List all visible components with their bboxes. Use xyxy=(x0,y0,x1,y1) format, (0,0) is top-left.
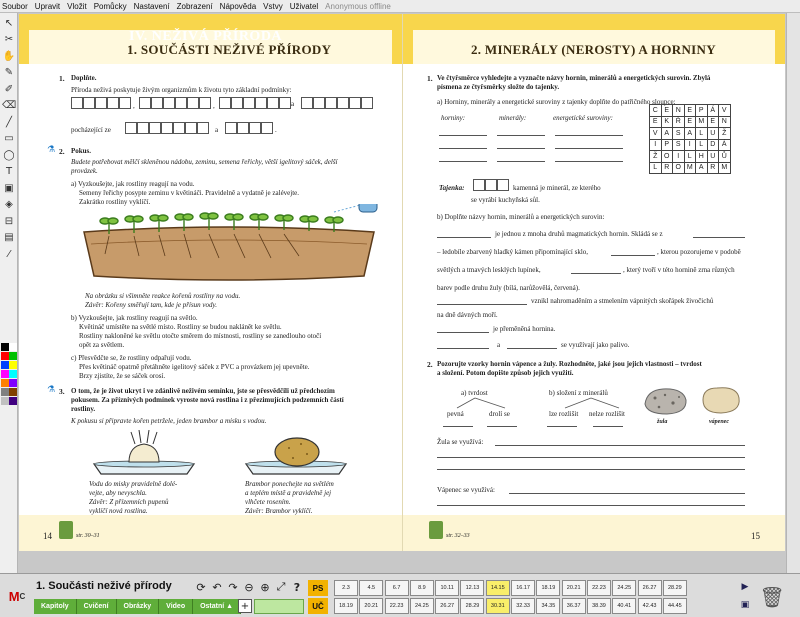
color-swatch[interactable] xyxy=(1,370,9,378)
branch-lines xyxy=(443,397,673,409)
plant-tray-illustration xyxy=(79,204,379,284)
column-horniny: horniny: xyxy=(441,114,466,122)
grid-row xyxy=(650,105,731,117)
eraser-icon[interactable]: ⌫ xyxy=(1,100,17,111)
line-icon[interactable]: ╱ xyxy=(5,116,13,128)
grid-row xyxy=(650,162,731,174)
chapter-name: 1. Součásti neživé přírody xyxy=(36,580,172,592)
uc-page-row xyxy=(334,598,688,614)
task-text: Brzy zjistíte, že se sáček orosí. xyxy=(79,372,166,380)
grid-cell[interactable]: M xyxy=(684,162,696,174)
answer-line[interactable] xyxy=(497,135,545,136)
grid-cell[interactable]: Ů xyxy=(719,151,731,163)
uc-page-button[interactable]: 44.45 xyxy=(663,598,687,614)
task-text: provázek. xyxy=(71,167,98,175)
answer-line[interactable] xyxy=(437,457,745,458)
grid-cell[interactable]: V xyxy=(719,105,731,117)
color-swatch[interactable] xyxy=(1,397,9,405)
task-text: Rostliny nakloněné ke světlu otočte směrem do místnosti, rostliny se zanedlouho otočí xyxy=(79,332,322,340)
task-text: Budete potřebovat mělčí skleněnou nádobu, zeminu, semena řeřichy, větší igelitový sáček, delší xyxy=(71,158,338,166)
task-text: b) Vyzkoušejte, jak rostliny reagují na světlo. xyxy=(71,314,198,322)
help-icon[interactable]: ? xyxy=(293,580,301,594)
usage-label-vapenec: Vápenec se využívá: xyxy=(437,486,495,494)
ps-page-button[interactable]: 26.27 xyxy=(638,580,662,596)
color-swatch[interactable] xyxy=(9,343,17,351)
color-swatch[interactable] xyxy=(1,379,9,387)
property-tvrdost: a) tvrdost xyxy=(461,389,488,397)
grid-cell[interactable]: E xyxy=(684,116,696,128)
text-icon[interactable]: T xyxy=(5,166,13,177)
answer-boxes[interactable] xyxy=(225,122,273,134)
grid-row xyxy=(650,128,731,140)
tajenka-boxes[interactable] xyxy=(473,179,509,191)
task-text: je přeměněná hornina. xyxy=(493,325,556,333)
figure-caption: a teplém místě a pravidelně jej xyxy=(245,489,332,497)
monitor-icon[interactable]: ▣ xyxy=(740,600,750,610)
ps-page-button[interactable]: 28.29 xyxy=(663,580,687,596)
task-text: , který tvoří v této hornině zrna různých xyxy=(623,266,735,274)
answer-line[interactable] xyxy=(443,426,473,427)
grid-cell[interactable]: V xyxy=(650,128,662,140)
task-heading: Pozorujte vzorky hornin vápence a žuly. Rozhodněte, jaké jsou jejich vlastnosti – tvrdost xyxy=(437,360,702,368)
answer-boxes[interactable] xyxy=(71,97,131,109)
page-footer xyxy=(403,515,785,551)
uc-page-button[interactable]: 26.27 xyxy=(435,598,459,614)
task-text: opět za světlem. xyxy=(79,341,125,349)
color-swatch[interactable] xyxy=(1,361,9,369)
ps-page-button[interactable]: 10.11 xyxy=(435,580,459,596)
ps-page-button[interactable]: 16.17 xyxy=(511,580,535,596)
word-search-grid[interactable] xyxy=(649,104,731,174)
granite-sample-image xyxy=(641,386,689,416)
task-heading: a složení. Potom dopište způsob jejich využití. xyxy=(437,369,574,377)
grid-cell[interactable]: Ž xyxy=(719,128,731,140)
option-droli-se[interactable]: drolí se xyxy=(489,410,510,418)
menu-item-soubor[interactable]: Soubor xyxy=(2,1,28,11)
figure-caption: Vodu do misky pravidelně dolé- xyxy=(89,480,178,488)
ellipse-icon[interactable]: ◯ xyxy=(3,149,15,161)
task-text: Přes květináč opatrně přetáhněte igelitový sáček z PVC a provázkem jej upevněte. xyxy=(79,363,310,371)
option-lze-rozlisit[interactable]: lze rozlišit xyxy=(549,410,579,418)
task-text: vznikl nahromaděním a stmelením vápnitých skořápek živočichů xyxy=(531,297,714,305)
grid-cell[interactable]: E xyxy=(707,116,719,128)
grid-cell[interactable]: N xyxy=(719,116,731,128)
grid-cell[interactable]: M xyxy=(719,162,731,174)
grid-cell[interactable]: A xyxy=(696,162,708,174)
answer-line[interactable] xyxy=(437,505,745,506)
tajenka-text: kamenná je minerál, ze kterého xyxy=(513,184,601,192)
grid-cell[interactable]: L xyxy=(696,139,708,151)
task-heading: rostliny. xyxy=(71,405,96,413)
color-swatch[interactable] xyxy=(9,388,17,396)
uc-page-button[interactable]: 18.19 xyxy=(334,598,358,614)
color-swatch[interactable] xyxy=(1,343,9,351)
textbook-link-icon[interactable] xyxy=(59,521,73,539)
fill-icon[interactable]: ◈ xyxy=(5,199,13,210)
tajenka-label: Tajenka: xyxy=(439,184,465,192)
uc-page-button[interactable]: 20.21 xyxy=(359,598,383,614)
uc-page-button[interactable]: 34.35 xyxy=(536,598,560,614)
grid-cell[interactable]: I xyxy=(650,139,662,151)
add-icon[interactable]: + xyxy=(238,599,252,613)
grid-cell[interactable]: P xyxy=(696,105,708,117)
comma: , xyxy=(133,102,135,110)
page-input[interactable] xyxy=(254,599,304,614)
property-slozeni: b) složení z minerálů xyxy=(549,389,608,397)
image-icon[interactable]: ▣ xyxy=(4,182,14,194)
uc-page-button[interactable]: 24.25 xyxy=(410,598,434,614)
grid-row xyxy=(650,116,731,128)
task-text: Květináč umístěte na světlé místo. Rostliny se budou naklánět ke světlu. xyxy=(79,323,282,331)
task-heading: O tom, že je život ukryt i ve zdánlivě neživém semínku, jste se přesvědčili už předchozím xyxy=(71,387,335,395)
answer-line[interactable] xyxy=(693,237,745,238)
grid-cell[interactable]: S xyxy=(673,128,685,140)
answer-line[interactable] xyxy=(487,426,517,427)
grid-cell[interactable]: A xyxy=(661,128,673,140)
grid-cell[interactable]: P xyxy=(661,139,673,151)
ps-page-button[interactable]: 20.21 xyxy=(562,580,586,596)
uc-page-button[interactable]: 42.43 xyxy=(638,598,662,614)
task-text: c) Přesvědčte se, že rostliny odpařují vodu. xyxy=(71,354,192,362)
uc-page-button[interactable]: 38.39 xyxy=(587,598,611,614)
task-heading: Doplňte. xyxy=(71,74,97,82)
task-text: b) Doplňte názvy hornin, minerálů a energetických surovin: xyxy=(437,213,605,221)
answer-boxes[interactable] xyxy=(219,97,291,109)
uc-label: UČ xyxy=(308,598,328,614)
grid-cell[interactable]: Ř xyxy=(673,116,685,128)
task-heading: Ve čtyřsměrce vyhledejte a vyznačte názvy hornin, minerálů a energetických surovin. Zbylá xyxy=(437,74,711,82)
answer-line[interactable] xyxy=(547,426,577,427)
uc-page-button[interactable]: 32.33 xyxy=(511,598,535,614)
task-text: – ledobíle zbarvený hladký kámen připomínající sklo, xyxy=(437,248,589,256)
grid-row xyxy=(650,139,731,151)
chapter-title: IV. NEŽIVÁ PŘÍRODA xyxy=(129,29,283,44)
comma: , xyxy=(213,102,215,110)
grid-cell[interactable]: E xyxy=(661,105,673,117)
grid-cell[interactable]: L xyxy=(650,162,662,174)
answer-boxes[interactable] xyxy=(301,97,373,109)
task-text: Semeny řeřichy posypte zeminu v květináči. Pravidelně a vydatně je zalévejte. xyxy=(79,189,300,197)
answer-line[interactable] xyxy=(571,273,621,274)
uc-page-button[interactable]: 40.41 xyxy=(612,598,636,614)
ps-page-button[interactable]: 4.5 xyxy=(359,580,383,596)
page-reference: str. 32–33 xyxy=(446,533,470,539)
nav-ostatni-label: Ostatní xyxy=(200,603,225,610)
answer-line[interactable] xyxy=(439,161,487,162)
menu-item-vstvy[interactable]: Vstvy xyxy=(263,1,283,11)
task-text: Zakrátko rostliny vyklíčí. xyxy=(79,198,151,206)
word-a: a xyxy=(497,341,501,349)
task-text: a) Vyzkoušejte, jak rostliny reagují na vodu. xyxy=(71,180,195,188)
task-text: , kterou pozorujeme v podobě xyxy=(657,248,741,256)
connection-status: Anonymous offline xyxy=(325,1,391,11)
period: . xyxy=(275,126,277,134)
grid-cell[interactable]: D xyxy=(707,139,719,151)
figure-conclusion: Závěr: Brambor vyklíčí. xyxy=(245,507,313,515)
grid-cell[interactable]: K xyxy=(661,116,673,128)
grid-cell[interactable]: U xyxy=(707,128,719,140)
task-text: a) Horniny, minerály a energetické suroviny z tajenky doplňte do patřičného sloupce: xyxy=(437,98,676,106)
rectangle-icon[interactable]: ▭ xyxy=(4,133,14,144)
zoom-in-icon[interactable]: ⊕ xyxy=(260,580,270,594)
figure-caption: vejte, aby nevyschla. xyxy=(89,489,147,497)
uc-page-button[interactable]: 28.29 xyxy=(460,598,484,614)
eyedropper-icon[interactable]: ⁄ xyxy=(8,248,10,260)
ps-label: PS xyxy=(308,580,328,596)
ps-page-row xyxy=(334,580,688,596)
task-text: na dně dávných moří. xyxy=(437,311,498,319)
app-logo: M C xyxy=(8,588,26,604)
grid-cell[interactable]: U xyxy=(707,151,719,163)
grid-cell[interactable]: C xyxy=(650,105,662,117)
task-text: pocházející ze xyxy=(71,126,111,134)
answer-line[interactable] xyxy=(611,255,655,256)
task-number: 1. xyxy=(427,74,433,83)
ps-page-button[interactable]: 22.23 xyxy=(587,580,611,596)
task-number: 2. xyxy=(427,360,433,369)
grid-cell[interactable]: Ž xyxy=(650,151,662,163)
grid-cell[interactable]: L xyxy=(684,151,696,163)
menu-item-pomucky[interactable]: Pomůcky xyxy=(93,1,127,11)
figure-conclusion: vyklíčí nová rostlina. xyxy=(89,507,148,515)
page-title: 2. MINERÁLY (NEROSTY) A HORNINY xyxy=(471,42,716,57)
answer-boxes[interactable] xyxy=(139,97,211,109)
task-number: 1. xyxy=(59,74,65,83)
answer-line[interactable] xyxy=(437,469,745,470)
grid-cell[interactable]: N xyxy=(673,105,685,117)
grid-cell[interactable]: S xyxy=(673,139,685,151)
answer-line[interactable] xyxy=(437,332,489,333)
ps-page-button[interactable]: 24.25 xyxy=(612,580,636,596)
figure-caption: vlhčete rosením. xyxy=(245,498,291,506)
grid-cell[interactable]: E xyxy=(684,105,696,117)
answer-line[interactable] xyxy=(507,348,557,349)
task-text: Příroda neživá poskytuje živým organizmům k životu tyto základní podmínky: xyxy=(71,86,292,94)
pen-icon[interactable]: ✎ xyxy=(4,67,14,78)
task-text: se využívají jako palivo. xyxy=(561,341,630,349)
grid-cell[interactable]: Á xyxy=(719,139,731,151)
chevron-up-icon: ▲ xyxy=(226,603,234,610)
page-reference: str. 30–31 xyxy=(76,533,100,539)
experiment-icon: ⚗ xyxy=(47,385,56,395)
nav-video[interactable]: Video xyxy=(159,599,193,614)
zoom-out-icon[interactable]: ⊖ xyxy=(244,580,254,594)
menu-item-napoveda[interactable]: Nápověda xyxy=(219,1,257,11)
nav-cviceni[interactable]: Cvičení xyxy=(77,599,117,614)
answer-line[interactable] xyxy=(555,135,623,136)
task-heading: písmena ze čtyřsměrky složte do tajenky. xyxy=(437,83,560,91)
color-swatch[interactable] xyxy=(9,397,17,405)
option-pevna[interactable]: pevná xyxy=(447,410,464,418)
undo-icon[interactable]: ↶ xyxy=(212,580,222,594)
task-number: 2. xyxy=(59,147,65,156)
answer-line[interactable] xyxy=(437,237,491,238)
grid-cell[interactable]: R xyxy=(661,162,673,174)
nav-kapitoly[interactable]: Kapitoly xyxy=(34,599,77,614)
redo-icon[interactable]: ↷ xyxy=(228,580,238,594)
screen-icon[interactable]: ▤ xyxy=(4,232,14,243)
section-nav xyxy=(34,599,241,614)
grid-cell[interactable]: I xyxy=(673,151,685,163)
answer-line[interactable] xyxy=(555,148,623,149)
menu-item-upravit[interactable]: Upravit xyxy=(34,1,61,11)
right-page xyxy=(402,14,785,551)
menu-item-nastaveni[interactable]: Nastavení xyxy=(133,1,170,11)
figure-conclusion: Závěr: Z přízemních pupenů xyxy=(89,498,169,506)
crossed-tool-icon[interactable]: ✂ xyxy=(4,34,14,45)
nav-obrazky[interactable]: Obrázky xyxy=(117,599,160,614)
menu-item-uzivatel[interactable]: Uživatel xyxy=(289,1,319,11)
column-energeticke-suroviny: energetické suroviny: xyxy=(553,114,613,122)
experiment-icon: ⚗ xyxy=(47,145,56,155)
page-title: 1. SOUČÁSTI NEŽIVÉ PŘÍRODY xyxy=(127,42,332,57)
color-swatch[interactable] xyxy=(1,388,9,396)
ps-page-button[interactable]: 12.13 xyxy=(460,580,484,596)
page-forward-icon[interactable]: ▶ xyxy=(741,582,749,592)
grid-cell[interactable]: R xyxy=(707,162,719,174)
color-swatch[interactable] xyxy=(9,370,17,378)
column-mineraly: minerály: xyxy=(499,114,527,122)
side-panel xyxy=(786,13,800,573)
potato-illustration xyxy=(241,430,351,476)
page-footer xyxy=(19,515,402,551)
answer-line[interactable] xyxy=(509,493,745,494)
menu-bar xyxy=(0,0,800,13)
task-text: je jednou z mnoha druhů magmatických hornin. Skládá se z xyxy=(495,230,663,238)
grid-cell[interactable]: A xyxy=(684,128,696,140)
tools-toolbar xyxy=(0,13,18,573)
grid-cell[interactable]: H xyxy=(696,151,708,163)
answer-line[interactable] xyxy=(593,426,623,427)
grid-cell[interactable]: E xyxy=(650,116,662,128)
textbook-link-icon[interactable] xyxy=(429,521,443,539)
option-nelze-rozlisit[interactable]: nelze rozlišit xyxy=(589,410,625,418)
word-a: a xyxy=(291,100,295,108)
fullscreen-icon[interactable]: ⤢ xyxy=(276,580,286,593)
task-number: 3. xyxy=(59,387,65,396)
answer-line[interactable] xyxy=(495,445,745,446)
grid-cell[interactable]: L xyxy=(696,128,708,140)
ps-page-button[interactable]: 6.7 xyxy=(385,580,409,596)
parsley-root-illustration xyxy=(89,430,199,476)
figure-conclusion: Závěr: Kořeny směřují tam, kde je přísun vody. xyxy=(85,301,218,309)
color-swatch[interactable] xyxy=(9,361,17,369)
answer-line[interactable] xyxy=(437,304,527,305)
answer-line[interactable] xyxy=(439,148,487,149)
left-page xyxy=(19,14,402,551)
tajenka-text: se vyrábí kuchyňská sůl. xyxy=(471,196,540,204)
task-text: světlých a tmavých lesklých lupínek, xyxy=(437,266,541,274)
trash-icon[interactable]: 🗑 xyxy=(759,585,785,609)
figure-caption: Na obrázku si všimněte reakce kořenů rostliny na vodu. xyxy=(85,292,241,300)
ps-page-button[interactable]: 18.19 xyxy=(536,580,560,596)
grid-row xyxy=(650,151,731,163)
task-text: K pokusu si připravte kořen petržele, jeden brambor a misku s vodou. xyxy=(71,417,267,425)
hand-icon[interactable]: ✋ xyxy=(2,50,16,62)
grid-cell[interactable]: Á xyxy=(707,105,719,117)
menu-item-vlozit[interactable]: Vložit xyxy=(67,1,87,11)
ps-page-button[interactable]: 2.3 xyxy=(334,580,358,596)
bottom-toolbar xyxy=(0,573,800,617)
limestone-sample-image xyxy=(699,384,743,416)
rock-label-vapenec: vápenec xyxy=(709,419,729,425)
ps-page-button[interactable]: 14.15 xyxy=(486,580,510,596)
uc-page-button[interactable]: 22.23 xyxy=(385,598,409,614)
task-text: barev podle druhu žuly (bílá, narůžovělá, červená). xyxy=(437,284,580,292)
answer-boxes[interactable] xyxy=(125,122,209,134)
uc-page-button[interactable]: 36.37 xyxy=(562,598,586,614)
refresh-icon[interactable]: ⟳ xyxy=(196,580,206,594)
grid-cell[interactable]: M xyxy=(696,116,708,128)
page-number: 15 xyxy=(751,531,760,541)
answer-line[interactable] xyxy=(437,348,489,349)
menu-item-zobrazeni[interactable]: Zobrazení xyxy=(176,1,213,11)
answer-line[interactable] xyxy=(497,161,545,162)
ps-page-button[interactable]: 8.9 xyxy=(410,580,434,596)
figure-caption: Brambor ponechejte na světlém xyxy=(245,480,334,488)
page-number: 14 xyxy=(43,531,52,541)
task-heading: pokusem. Za příznivých podmínek vyroste nová rostlina i z přezimujících podzemních částí xyxy=(71,396,344,404)
pointer-icon[interactable]: ↖ xyxy=(4,17,14,29)
color-swatch[interactable] xyxy=(9,379,17,387)
stamp-icon[interactable]: ⊟ xyxy=(4,215,14,227)
task-heading: Pokus. xyxy=(71,147,92,155)
grid-cell[interactable]: O xyxy=(661,151,673,163)
color-swatch[interactable] xyxy=(9,352,17,360)
grid-cell[interactable]: O xyxy=(673,162,685,174)
color-swatch[interactable] xyxy=(1,352,9,360)
uc-page-button[interactable]: 30.31 xyxy=(486,598,510,614)
nav-ostatni[interactable] xyxy=(193,599,241,614)
rock-label-zula: žula xyxy=(657,419,668,425)
answer-line[interactable] xyxy=(555,161,623,162)
word-a: a xyxy=(215,126,219,134)
usage-label-zula: Žula se využívá: xyxy=(437,438,484,446)
answer-line[interactable] xyxy=(439,135,487,136)
answer-line[interactable] xyxy=(497,148,545,149)
marker-icon[interactable]: ✐ xyxy=(4,83,14,95)
grid-cell[interactable]: I xyxy=(684,139,696,151)
